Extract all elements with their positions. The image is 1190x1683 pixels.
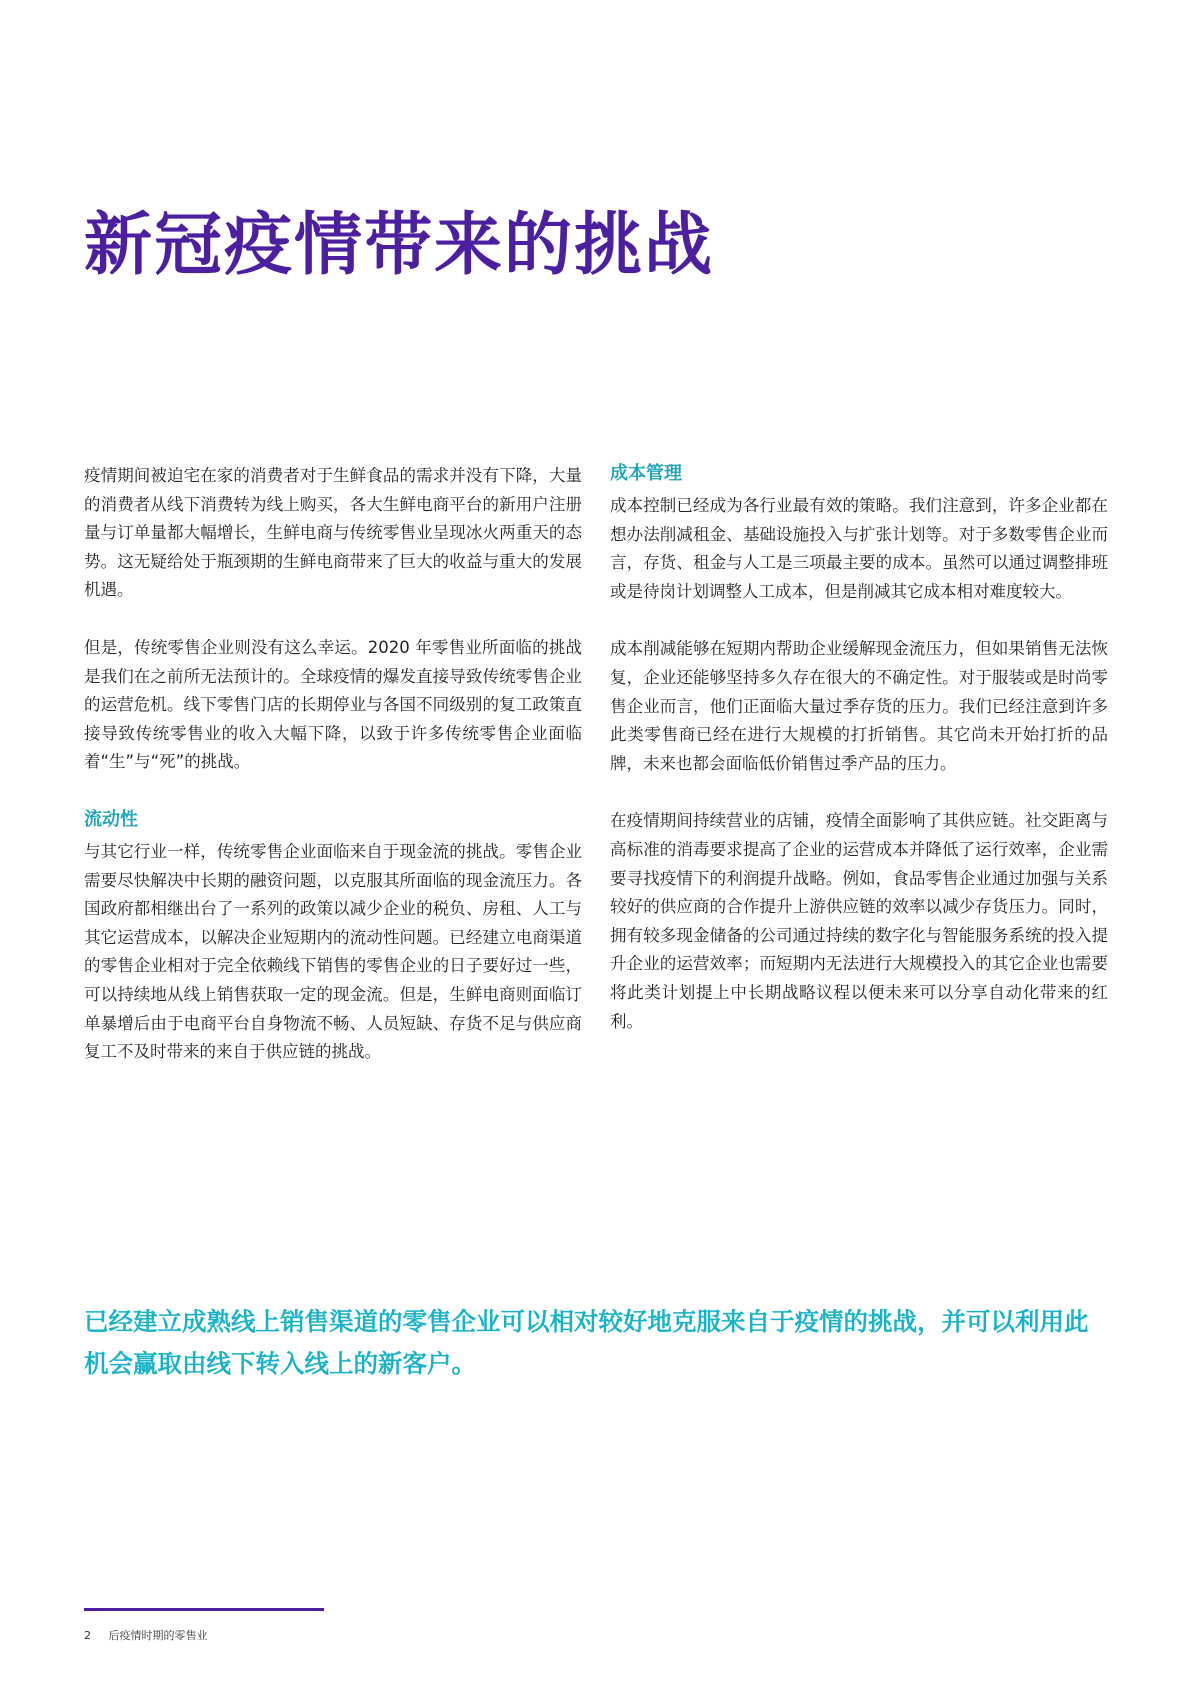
left-column bbox=[84, 462, 582, 1096]
right-paragraph-1: 成本控制已经成为各行业最有效的策略。我们注意到，许多企业都在想办法削减租金、基础设施投入与扩张计划等。对于多数零售企业而言，存货、租金与人工是三项最主要的成本。虽然可以通过调整排班或是待岗计划调整人工成本，但是削减其它成本相对难度较大。 bbox=[610, 496, 1108, 601]
page-title: 新冠疫情带来的挑战 bbox=[84, 206, 715, 285]
section-heading-cost-management: 成本管理 bbox=[610, 463, 682, 484]
footer-divider bbox=[84, 1608, 324, 1611]
right-paragraph-3: 在疫情期间持续营业的店铺，疫情全面影响了其供应链。社交距离与高标准的消毒要求提高了企业的运营成本并降低了运行效率，企业需要寻找疫情下的利润提升战略。例如，食品零售企业通过加强与关系较好的供应商的合作提升上游供应链的效率以减少存货压力。同时，拥有较多现金储备的公司通过持续的数字化与智能服务系统的投入提升企业的运营效率；而短期内无法进行大规模投入的其它企业也需要将此类计划提上中长期战略议程以便未来可以分享自动化带来的红利。 bbox=[610, 811, 1108, 1031]
pull-quote: 已经建立成熟线上销售渠道的零售企业可以相对较好地克服来自于疫情的挑战，并可以利用此机会赢取由线下转入线上的新客户。 bbox=[84, 1307, 1089, 1378]
page-footer bbox=[84, 1627, 208, 1643]
footer-doc-title: 后疫情时期的零售业 bbox=[108, 1629, 208, 1642]
liquidity-paragraph: 与其它行业一样，传统零售企业面临来自于现金流的挑战。零售企业需要尽快解决中长期的融资问题，以克服其所面临的现金流压力。各国政府都相继出台了一系列的政策以减少企业的税负、房租、人工与其它运营成本，以解决企业短期内的流动性问题。已经建立电商渠道的零售企业相对于完全依赖线下销售的零售企业的日子要好过一些，可以持续地从线上销售获取一定的现金流。但是，生鲜电商则面临订单暴增后由于电商平台自身物流不畅、人员短缺、存货不足与供应商复工不及时带来的来自于供应链的挑战。 bbox=[84, 841, 582, 1062]
left-paragraph-1: 疫情期间被迫宅在家的消费者对于生鲜食品的需求并没有下降，大量的消费者从线下消费转为线上购买，各大生鲜电商平台的新用户注册量与订单量都大幅增长，生鲜电商与传统零售业呈现冰火两重天的态势。这无疑给处于瓶颈期的生鲜电商带来了巨大的收益与重大的发展机遇。 bbox=[84, 466, 582, 600]
left-paragraph-2: 但是，传统零售企业则没有这么幸运。2020 年零售业所面临的挑战是我们在之前所无法预计的。全球疫情的爆发直接导致传统零售企业的运营危机。线下零售门店的长期停业与各国不同级别的复工政策直接导致传统零售业的收入大幅下降，以致于许多传统零售企业面临着“生”与“死”的挑战。 bbox=[84, 637, 582, 772]
right-column bbox=[610, 462, 1108, 1065]
page-number: 2 bbox=[84, 1629, 91, 1642]
section-heading-liquidity: 流动性 bbox=[84, 808, 138, 830]
right-paragraph-2: 成本削减能够在短期内帮助企业缓解现金流压力，但如果销售无法恢复，企业还能够坚持多久存在很大的不确定性。对于服装或是时尚零售企业而言，他们正面临大量过季存货的压力。我们已经注意到许多此类零售商已经在进行大规模的打折销售。其它尚未开始打折的品牌，未来也都会面临低价销售过季产品的压力。 bbox=[610, 639, 1108, 773]
